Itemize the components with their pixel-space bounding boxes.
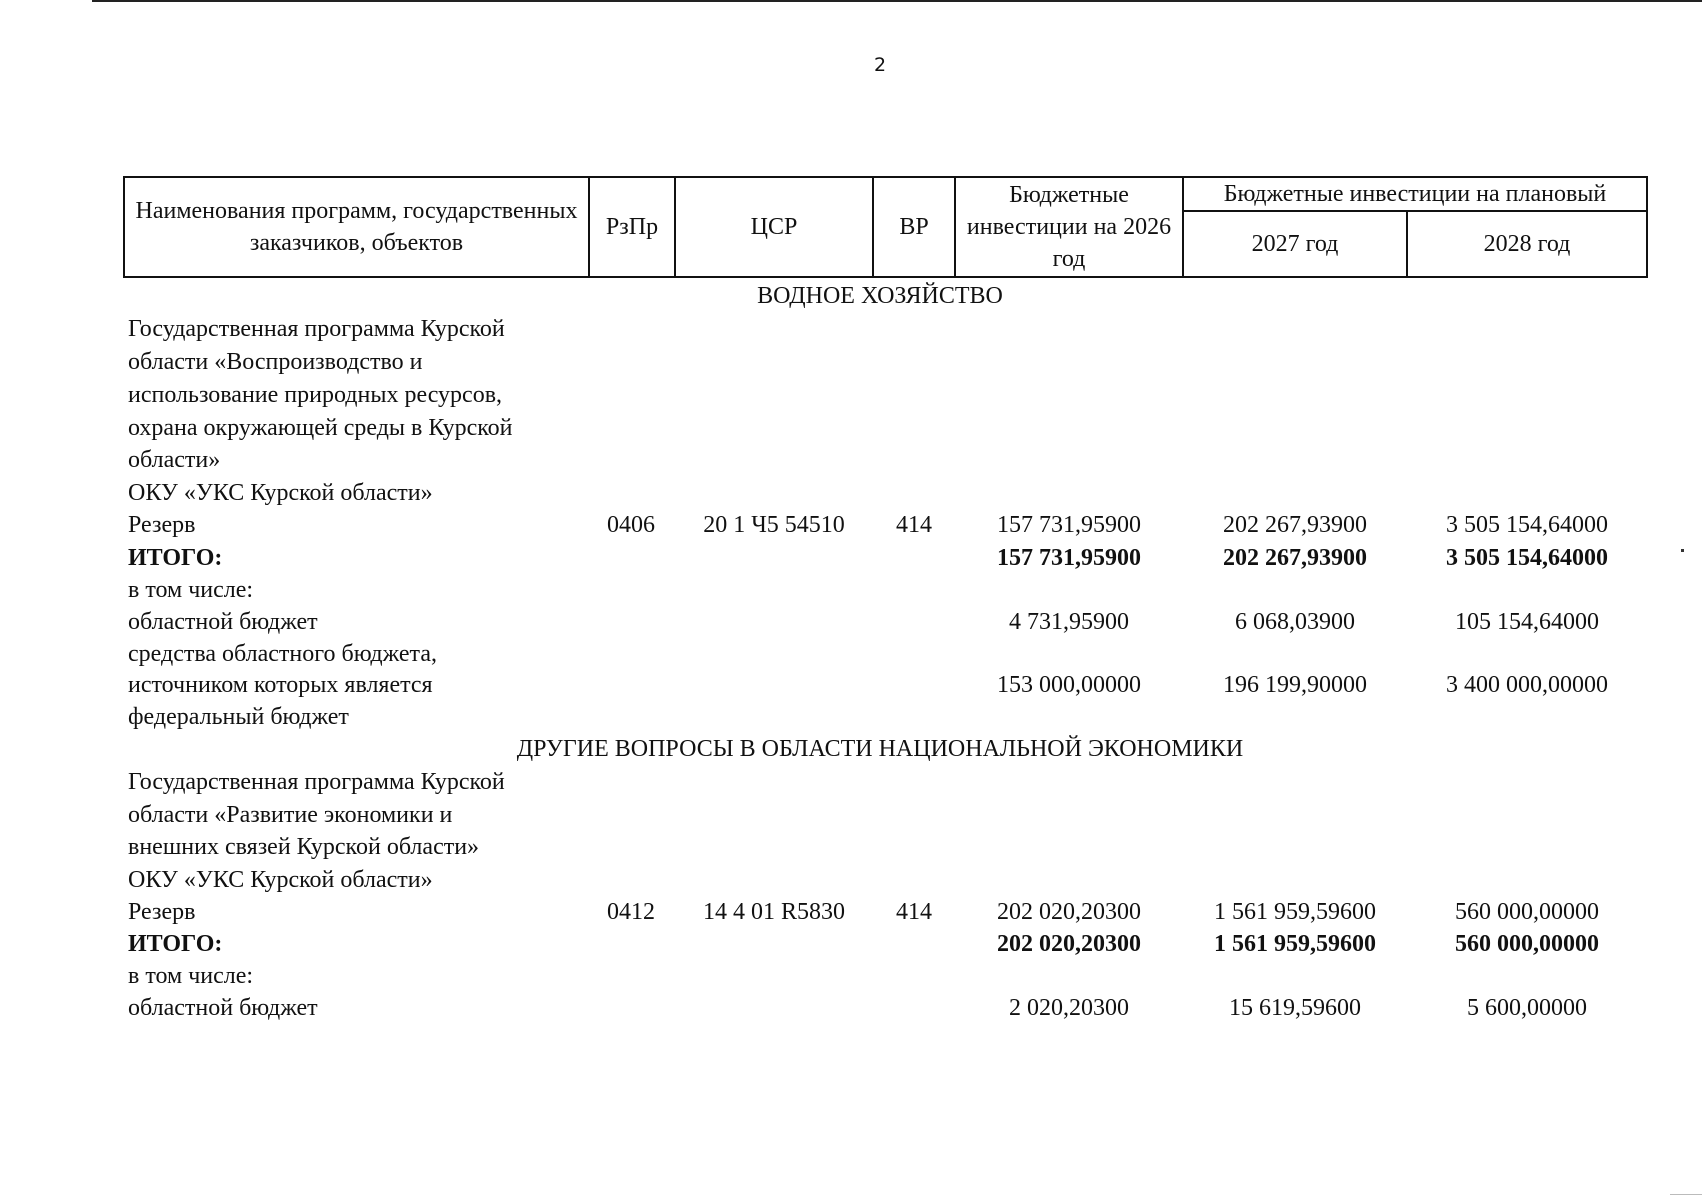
section-title-national-economy: ДРУГИЕ ВОПРОСЫ В ОБЛАСТИ НАЦИОНАЛЬНОЙ ЭКОНОМИКИ xyxy=(516,736,1244,762)
cell-rzpr: 0412 xyxy=(607,899,655,925)
column-header-2028: 2028 год xyxy=(1407,211,1647,277)
cell-2028: 105 154,64000 xyxy=(1455,609,1599,635)
column-header-budget-2026: Бюджетные инвестиции на 2026 год xyxy=(955,177,1183,277)
table-row-reserve xyxy=(0,509,1702,541)
cell-2026: 157 731,95900 xyxy=(997,512,1141,538)
row-label: Резерв xyxy=(128,512,196,538)
cell-2028: 3 505 154,64000 xyxy=(1446,545,1608,571)
section-title-water: ВОДНОЕ ХОЗЯЙСТВО xyxy=(757,283,1003,309)
cell-vr: 414 xyxy=(896,899,932,925)
federal-label-line: средства областного бюджета, xyxy=(128,641,437,667)
cell-2026: 4 731,95900 xyxy=(1009,609,1129,635)
row-label: областной бюджет xyxy=(128,995,318,1021)
customer-line: ОКУ «УКС Курской области» xyxy=(128,867,433,893)
column-header-name: Наименования программ, государственных заказчиков, объектов xyxy=(124,177,589,277)
cell-vr: 414 xyxy=(896,512,932,538)
cell-2028: 560 000,00000 xyxy=(1455,899,1599,925)
cell-2028: 5 600,00000 xyxy=(1467,995,1587,1021)
cell-2026: 202 020,20300 xyxy=(997,899,1141,925)
cell-2028: 3 400 000,00000 xyxy=(1446,672,1608,698)
column-header-2027: 2027 год xyxy=(1183,211,1407,277)
cell-2028: 560 000,00000 xyxy=(1455,931,1599,957)
program-line: области «Воспроизводство и xyxy=(128,349,423,375)
cell-csr: 20 1 Ч5 54510 xyxy=(703,512,845,538)
cell-2027: 202 267,93900 xyxy=(1223,545,1367,571)
cell-2027: 202 267,93900 xyxy=(1223,512,1367,538)
row-label: источником которых является xyxy=(128,672,433,698)
cell-2026: 153 000,00000 xyxy=(997,672,1141,698)
page-number: 2 xyxy=(873,54,887,76)
column-header-planned-period: Бюджетные инвестиции на плановый xyxy=(1183,177,1647,211)
table-row-total xyxy=(0,542,1702,574)
cell-rzpr: 0406 xyxy=(607,512,655,538)
program-line: области «Развитие экономики и xyxy=(128,802,453,828)
cell-csr: 14 4 01 R5830 xyxy=(702,899,845,925)
including-label: в том числе: xyxy=(128,577,254,603)
customer-line: ОКУ «УКС Курской области» xyxy=(128,480,433,506)
federal-label-line: федеральный бюджет xyxy=(128,704,349,730)
table-row-regional-budget xyxy=(0,992,1702,1024)
table-row-federal-funds xyxy=(0,669,1702,701)
table-row-reserve xyxy=(0,896,1702,928)
program-line: Государственная программа Курской xyxy=(128,316,505,342)
table-row-total xyxy=(0,928,1702,960)
column-header-csr: ЦСР xyxy=(675,177,873,277)
scan-corner-mark xyxy=(1670,1194,1702,1195)
row-label: областной бюджет xyxy=(128,609,318,635)
program-line: Государственная программа Курской xyxy=(128,769,505,795)
cell-2026: 157 731,95900 xyxy=(997,545,1141,571)
cell-2027: 196 199,90000 xyxy=(1223,672,1367,698)
table-row-regional-budget xyxy=(0,606,1702,638)
column-header-rzpr: РзПр xyxy=(589,177,675,277)
program-line: области» xyxy=(128,447,221,473)
including-label: в том числе: xyxy=(128,963,254,989)
cell-2028: 3 505 154,64000 xyxy=(1446,512,1608,538)
scan-speck xyxy=(1681,549,1684,552)
cell-2027: 1 561 959,59600 xyxy=(1214,899,1376,925)
program-line: внешних связей Курской области» xyxy=(128,834,480,860)
cell-2026: 2 020,20300 xyxy=(1009,995,1129,1021)
program-line: охрана окружающей среды в Курской xyxy=(128,415,513,441)
program-line: использование природных ресурсов, xyxy=(128,382,503,408)
cell-2027: 6 068,03900 xyxy=(1235,609,1355,635)
row-label: ИТОГО: xyxy=(128,545,223,571)
row-label: Резерв xyxy=(128,899,196,925)
row-label: ИТОГО: xyxy=(128,931,223,957)
cell-2026: 202 020,20300 xyxy=(997,931,1141,957)
cell-2027: 15 619,59600 xyxy=(1229,995,1361,1021)
cell-2027: 1 561 959,59600 xyxy=(1214,931,1376,957)
column-header-vr: ВР xyxy=(873,177,955,277)
